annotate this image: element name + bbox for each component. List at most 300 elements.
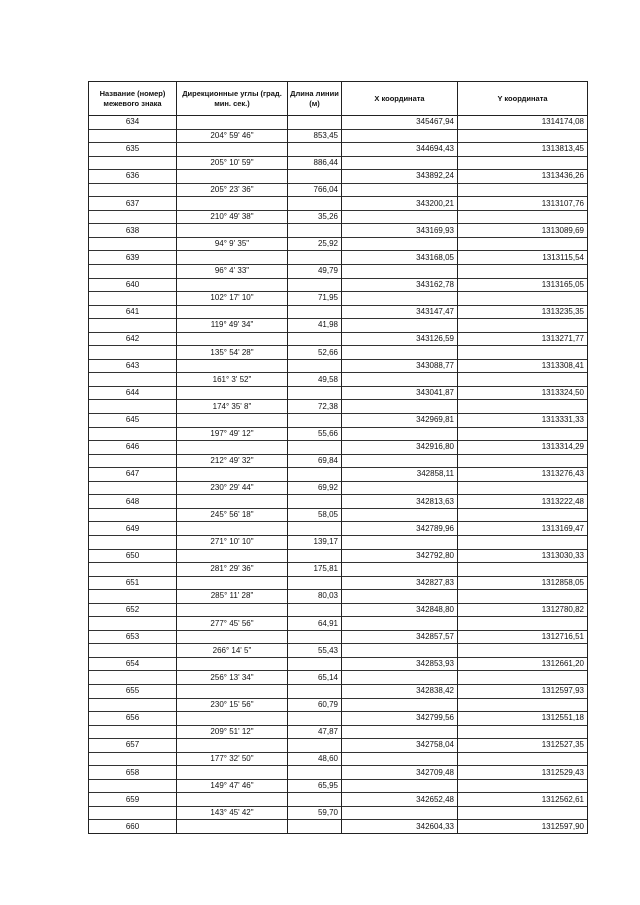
empty-cell <box>342 671 458 685</box>
empty-cell <box>177 630 288 644</box>
direction-angle: 271° 10' 10" <box>177 535 288 549</box>
empty-cell <box>458 319 588 333</box>
line-length: 58,05 <box>288 508 342 522</box>
empty-cell <box>177 522 288 536</box>
empty-cell <box>458 427 588 441</box>
empty-cell <box>89 400 177 414</box>
segment-row <box>89 237 588 251</box>
empty-cell <box>177 684 288 698</box>
point-name: 645 <box>89 414 177 428</box>
y-coordinate: 1313271,77 <box>458 332 588 346</box>
y-coordinate: 1313169,47 <box>458 522 588 536</box>
point-name: 644 <box>89 386 177 400</box>
direction-angle: 256° 13' 34" <box>177 671 288 685</box>
empty-cell <box>288 820 342 834</box>
segment-row <box>89 210 588 224</box>
point-row <box>89 603 588 617</box>
empty-cell <box>89 752 177 766</box>
empty-cell <box>89 563 177 577</box>
x-coordinate: 342969,81 <box>342 414 458 428</box>
x-coordinate: 343147,47 <box>342 305 458 319</box>
empty-cell <box>458 129 588 143</box>
empty-cell <box>288 495 342 509</box>
point-name: 651 <box>89 576 177 590</box>
direction-angle: 209° 51' 12" <box>177 725 288 739</box>
empty-cell <box>288 657 342 671</box>
y-coordinate: 1313107,76 <box>458 197 588 211</box>
empty-cell <box>458 671 588 685</box>
point-row <box>89 549 588 563</box>
empty-cell <box>89 346 177 360</box>
segment-row <box>89 508 588 522</box>
segment-row <box>89 779 588 793</box>
line-length: 766,04 <box>288 183 342 197</box>
empty-cell <box>288 522 342 536</box>
empty-cell <box>177 739 288 753</box>
point-name: 658 <box>89 766 177 780</box>
point-row <box>89 766 588 780</box>
direction-angle: 161° 3' 52" <box>177 373 288 387</box>
empty-cell <box>177 820 288 834</box>
line-length: 60,79 <box>288 698 342 712</box>
segment-row <box>89 373 588 387</box>
empty-cell <box>288 793 342 807</box>
segment-row <box>89 481 588 495</box>
y-coordinate: 1313308,41 <box>458 359 588 373</box>
header-row <box>89 82 588 116</box>
empty-cell <box>458 779 588 793</box>
empty-cell <box>89 535 177 549</box>
empty-cell <box>288 414 342 428</box>
point-name: 647 <box>89 468 177 482</box>
empty-cell <box>89 292 177 306</box>
direction-angle: 143° 45' 42" <box>177 806 288 820</box>
empty-cell <box>89 725 177 739</box>
line-length: 52,66 <box>288 346 342 360</box>
y-coordinate: 1312527,35 <box>458 739 588 753</box>
empty-cell <box>89 644 177 658</box>
x-coordinate: 345467,94 <box>342 116 458 130</box>
segment-row <box>89 644 588 658</box>
line-length: 48,60 <box>288 752 342 766</box>
empty-cell <box>89 210 177 224</box>
empty-cell <box>89 265 177 279</box>
empty-cell <box>458 400 588 414</box>
empty-cell <box>342 806 458 820</box>
empty-cell <box>177 278 288 292</box>
empty-cell <box>288 170 342 184</box>
empty-cell <box>342 183 458 197</box>
empty-cell <box>458 237 588 251</box>
point-name: 640 <box>89 278 177 292</box>
line-length: 69,84 <box>288 454 342 468</box>
direction-angle: 210° 49' 38" <box>177 210 288 224</box>
segment-row <box>89 617 588 631</box>
direction-angle: 149° 47' 46" <box>177 779 288 793</box>
empty-cell <box>89 806 177 820</box>
empty-cell <box>342 346 458 360</box>
empty-cell <box>177 766 288 780</box>
point-row <box>89 251 588 265</box>
y-coordinate: 1313089,69 <box>458 224 588 238</box>
empty-cell <box>458 725 588 739</box>
x-coordinate: 343169,93 <box>342 224 458 238</box>
point-row <box>89 657 588 671</box>
header-direction-angle: Дирекционные углы (град. мин. сек.) <box>177 82 288 116</box>
empty-cell <box>342 644 458 658</box>
x-coordinate: 342813,63 <box>342 495 458 509</box>
empty-cell <box>177 495 288 509</box>
empty-cell <box>89 427 177 441</box>
direction-angle: 285° 11' 28" <box>177 590 288 604</box>
line-length: 886,44 <box>288 156 342 170</box>
line-length: 72,38 <box>288 400 342 414</box>
point-name: 652 <box>89 603 177 617</box>
empty-cell <box>458 292 588 306</box>
empty-cell <box>89 454 177 468</box>
direction-angle: 212° 49' 32" <box>177 454 288 468</box>
x-coordinate: 342604,33 <box>342 820 458 834</box>
point-name: 648 <box>89 495 177 509</box>
point-row <box>89 116 588 130</box>
empty-cell <box>177 468 288 482</box>
y-coordinate: 1313813,45 <box>458 143 588 157</box>
point-name: 657 <box>89 739 177 753</box>
empty-cell <box>342 725 458 739</box>
x-coordinate: 342792,80 <box>342 549 458 563</box>
empty-cell <box>288 332 342 346</box>
segment-row <box>89 806 588 820</box>
point-row <box>89 684 588 698</box>
boundary-coordinates-table <box>88 81 588 834</box>
y-coordinate: 1312597,93 <box>458 684 588 698</box>
point-row <box>89 468 588 482</box>
point-name: 636 <box>89 170 177 184</box>
segment-row <box>89 535 588 549</box>
y-coordinate: 1313314,29 <box>458 441 588 455</box>
empty-cell <box>177 386 288 400</box>
segment-row <box>89 400 588 414</box>
empty-cell <box>288 305 342 319</box>
empty-cell <box>177 576 288 590</box>
line-length: 55,66 <box>288 427 342 441</box>
x-coordinate: 342709,48 <box>342 766 458 780</box>
point-row <box>89 630 588 644</box>
x-coordinate: 342758,04 <box>342 739 458 753</box>
empty-cell <box>342 292 458 306</box>
y-coordinate: 1312716,51 <box>458 630 588 644</box>
empty-cell <box>458 481 588 495</box>
segment-row <box>89 346 588 360</box>
direction-angle: 205° 10' 59" <box>177 156 288 170</box>
empty-cell <box>458 806 588 820</box>
empty-cell <box>342 210 458 224</box>
empty-cell <box>342 535 458 549</box>
point-row <box>89 495 588 509</box>
y-coordinate: 1313436,26 <box>458 170 588 184</box>
x-coordinate: 344694,43 <box>342 143 458 157</box>
header-line-length: Длина линии (м) <box>288 82 342 116</box>
y-coordinate: 1312661,20 <box>458 657 588 671</box>
empty-cell <box>89 373 177 387</box>
point-row <box>89 359 588 373</box>
empty-cell <box>458 698 588 712</box>
point-name: 653 <box>89 630 177 644</box>
header-point-name: Название (номер) межевого знака <box>89 82 177 116</box>
segment-row <box>89 427 588 441</box>
empty-cell <box>177 549 288 563</box>
empty-cell <box>342 563 458 577</box>
y-coordinate: 1313276,43 <box>458 468 588 482</box>
empty-cell <box>177 197 288 211</box>
empty-cell <box>177 305 288 319</box>
empty-cell <box>342 508 458 522</box>
x-coordinate: 342652,48 <box>342 793 458 807</box>
point-row <box>89 793 588 807</box>
empty-cell <box>342 237 458 251</box>
empty-cell <box>89 129 177 143</box>
segment-row <box>89 725 588 739</box>
point-name: 639 <box>89 251 177 265</box>
line-length: 65,14 <box>288 671 342 685</box>
empty-cell <box>342 400 458 414</box>
direction-angle: 102° 17' 10" <box>177 292 288 306</box>
point-row <box>89 224 588 238</box>
y-coordinate: 1313331,33 <box>458 414 588 428</box>
point-name: 660 <box>89 820 177 834</box>
line-length: 55,43 <box>288 644 342 658</box>
empty-cell <box>288 224 342 238</box>
y-coordinate: 1313115,54 <box>458 251 588 265</box>
empty-cell <box>288 386 342 400</box>
empty-cell <box>458 535 588 549</box>
empty-cell <box>342 319 458 333</box>
point-row <box>89 739 588 753</box>
empty-cell <box>177 793 288 807</box>
point-name: 638 <box>89 224 177 238</box>
empty-cell <box>458 617 588 631</box>
point-row <box>89 143 588 157</box>
empty-cell <box>288 468 342 482</box>
line-length: 175,81 <box>288 563 342 577</box>
empty-cell <box>458 508 588 522</box>
empty-cell <box>89 319 177 333</box>
direction-angle: 177° 32' 50" <box>177 752 288 766</box>
empty-cell <box>458 590 588 604</box>
empty-cell <box>177 603 288 617</box>
direction-angle: 230° 15' 56" <box>177 698 288 712</box>
empty-cell <box>288 630 342 644</box>
empty-cell <box>458 373 588 387</box>
empty-cell <box>342 156 458 170</box>
empty-cell <box>288 576 342 590</box>
empty-cell <box>177 657 288 671</box>
point-row <box>89 820 588 834</box>
segment-row <box>89 590 588 604</box>
line-length: 64,91 <box>288 617 342 631</box>
direction-angle: 204° 59' 46" <box>177 129 288 143</box>
line-length: 59,70 <box>288 806 342 820</box>
point-row <box>89 522 588 536</box>
empty-cell <box>177 116 288 130</box>
line-length: 80,03 <box>288 590 342 604</box>
segment-row <box>89 671 588 685</box>
point-name: 659 <box>89 793 177 807</box>
empty-cell <box>89 590 177 604</box>
point-name: 649 <box>89 522 177 536</box>
empty-cell <box>288 603 342 617</box>
x-coordinate: 343088,77 <box>342 359 458 373</box>
empty-cell <box>342 265 458 279</box>
header-x-coordinate: X координата <box>342 82 458 116</box>
segment-row <box>89 319 588 333</box>
point-row <box>89 386 588 400</box>
segment-row <box>89 752 588 766</box>
direction-angle: 197° 49' 12" <box>177 427 288 441</box>
empty-cell <box>288 549 342 563</box>
line-length: 139,17 <box>288 535 342 549</box>
line-length: 25,92 <box>288 237 342 251</box>
x-coordinate: 342848,80 <box>342 603 458 617</box>
x-coordinate: 343162,78 <box>342 278 458 292</box>
line-length: 41,98 <box>288 319 342 333</box>
x-coordinate: 342858,11 <box>342 468 458 482</box>
empty-cell <box>458 454 588 468</box>
point-row <box>89 576 588 590</box>
empty-cell <box>177 143 288 157</box>
empty-cell <box>177 712 288 726</box>
line-length: 65,95 <box>288 779 342 793</box>
empty-cell <box>288 739 342 753</box>
empty-cell <box>458 752 588 766</box>
y-coordinate: 1313030,33 <box>458 549 588 563</box>
x-coordinate: 342838,42 <box>342 684 458 698</box>
empty-cell <box>288 197 342 211</box>
segment-row <box>89 698 588 712</box>
x-coordinate: 343892,24 <box>342 170 458 184</box>
empty-cell <box>458 265 588 279</box>
segment-row <box>89 563 588 577</box>
empty-cell <box>177 332 288 346</box>
point-name: 646 <box>89 441 177 455</box>
direction-angle: 230° 29' 44" <box>177 481 288 495</box>
empty-cell <box>288 251 342 265</box>
empty-cell <box>458 644 588 658</box>
point-name: 655 <box>89 684 177 698</box>
y-coordinate: 1313324,50 <box>458 386 588 400</box>
empty-cell <box>342 454 458 468</box>
y-coordinate: 1312551,18 <box>458 712 588 726</box>
point-name: 642 <box>89 332 177 346</box>
x-coordinate: 343168,05 <box>342 251 458 265</box>
empty-cell <box>89 779 177 793</box>
line-length: 853,45 <box>288 129 342 143</box>
direction-angle: 135° 54' 28" <box>177 346 288 360</box>
empty-cell <box>458 346 588 360</box>
direction-angle: 94° 9' 35" <box>177 237 288 251</box>
y-coordinate: 1312562,61 <box>458 793 588 807</box>
empty-cell <box>458 210 588 224</box>
segment-row <box>89 183 588 197</box>
line-length: 49,58 <box>288 373 342 387</box>
empty-cell <box>89 508 177 522</box>
line-length: 49,79 <box>288 265 342 279</box>
x-coordinate: 342853,93 <box>342 657 458 671</box>
empty-cell <box>89 237 177 251</box>
x-coordinate: 343200,21 <box>342 197 458 211</box>
point-name: 654 <box>89 657 177 671</box>
point-row <box>89 305 588 319</box>
point-name: 635 <box>89 143 177 157</box>
point-name: 650 <box>89 549 177 563</box>
segment-row <box>89 265 588 279</box>
empty-cell <box>342 752 458 766</box>
point-name: 656 <box>89 712 177 726</box>
x-coordinate: 342827,83 <box>342 576 458 590</box>
direction-angle: 205° 23' 36" <box>177 183 288 197</box>
x-coordinate: 342916,80 <box>342 441 458 455</box>
x-coordinate: 342789,96 <box>342 522 458 536</box>
empty-cell <box>177 170 288 184</box>
point-row <box>89 197 588 211</box>
empty-cell <box>342 617 458 631</box>
empty-cell <box>288 712 342 726</box>
empty-cell <box>288 359 342 373</box>
point-row <box>89 170 588 184</box>
empty-cell <box>342 481 458 495</box>
empty-cell <box>288 143 342 157</box>
x-coordinate: 342799,56 <box>342 712 458 726</box>
y-coordinate: 1312780,82 <box>458 603 588 617</box>
empty-cell <box>458 563 588 577</box>
table-header <box>89 82 588 116</box>
x-coordinate: 343126,59 <box>342 332 458 346</box>
line-length: 71,95 <box>288 292 342 306</box>
line-length: 69,92 <box>288 481 342 495</box>
y-coordinate: 1313235,35 <box>458 305 588 319</box>
y-coordinate: 1312529,43 <box>458 766 588 780</box>
y-coordinate: 1313165,05 <box>458 278 588 292</box>
empty-cell <box>342 698 458 712</box>
y-coordinate: 1312858,05 <box>458 576 588 590</box>
empty-cell <box>288 766 342 780</box>
line-length: 47,87 <box>288 725 342 739</box>
point-row <box>89 278 588 292</box>
empty-cell <box>458 183 588 197</box>
empty-cell <box>342 373 458 387</box>
direction-angle: 277° 45' 56" <box>177 617 288 631</box>
empty-cell <box>342 129 458 143</box>
empty-cell <box>177 224 288 238</box>
point-row <box>89 712 588 726</box>
point-name: 641 <box>89 305 177 319</box>
empty-cell <box>288 278 342 292</box>
direction-angle: 266° 14' 5" <box>177 644 288 658</box>
x-coordinate: 343041,87 <box>342 386 458 400</box>
x-coordinate: 342857,57 <box>342 630 458 644</box>
empty-cell <box>342 779 458 793</box>
empty-cell <box>177 441 288 455</box>
empty-cell <box>288 116 342 130</box>
empty-cell <box>177 251 288 265</box>
direction-angle: 119° 49' 34" <box>177 319 288 333</box>
point-name: 643 <box>89 359 177 373</box>
point-row <box>89 414 588 428</box>
empty-cell <box>177 414 288 428</box>
segment-row <box>89 454 588 468</box>
empty-cell <box>342 427 458 441</box>
direction-angle: 245° 56' 18" <box>177 508 288 522</box>
